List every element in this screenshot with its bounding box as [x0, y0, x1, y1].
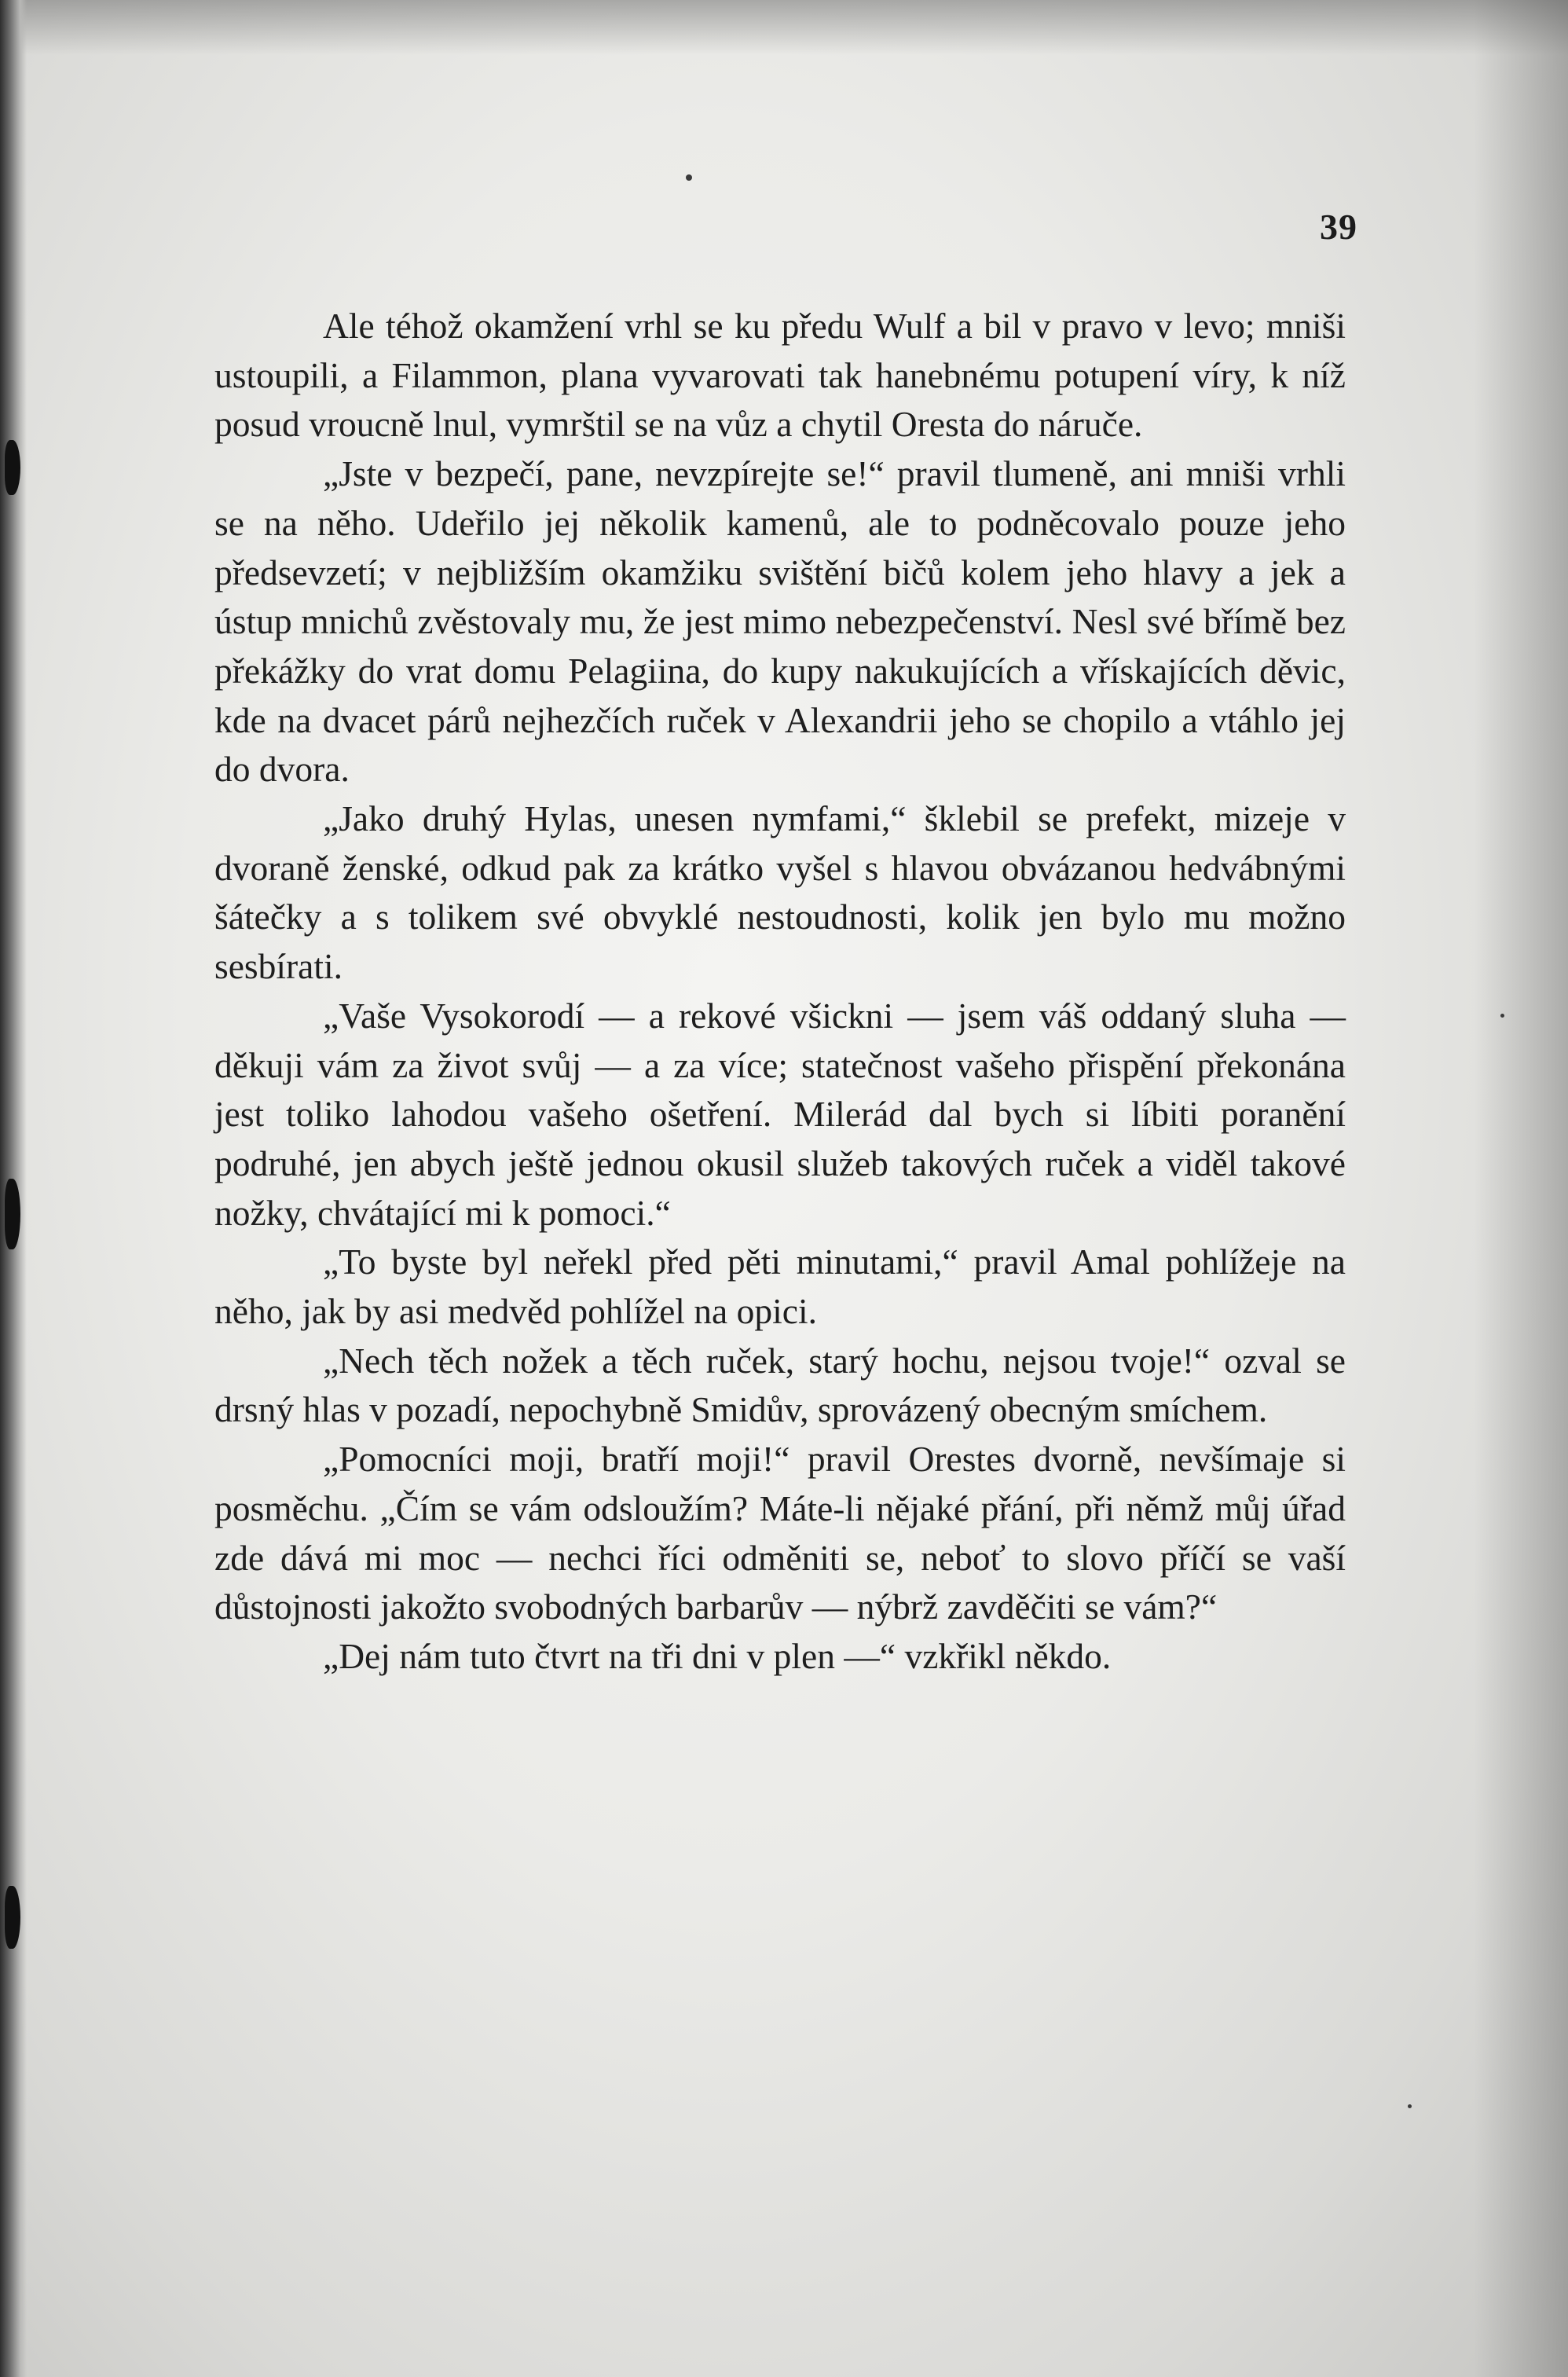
paragraph: „Vaše Vysokorodí — a rekové všickni — jsem váš oddaný sluha — děkuji vám za život svůj — a za více; statečnost vašeho přispění překonána jest toliko lahodou vašeho ošetření. Milerád dal bych si líbiti poranění podruhé, jen abych ještě jednou okusil služeb takových ruček a viděl takové nožky, chvátající mi k pomoci.“: [214, 995, 1346, 1233]
paragraph: „Dej nám tuto čtvrt na tři dni v plen —“ vzkřikl někdo.: [323, 1635, 1112, 1676]
body-text: [214, 302, 1346, 1682]
binding-mark: [5, 1886, 20, 1949]
print-speck: [1408, 2104, 1412, 2108]
paragraph: „Jste v bezpečí, pane, nevzpírejte se!“ pravil tlumeně, ani mniši vrhli se na něho. Udeřilo jej několik kamenů, ale to podněcovalo pouze jeho předsevzetí; v nejbližším okamžiku svištění bičů kolem jeho hlavy a jek a ústup mnichů zvěstovaly mu, že jest mimo nebezpečenství. Nesl své břímě bez překážky do vrat domu Pelagiina, do kupy nakukujících a vřískajících děvic, kde na dvacet párů nejhezčích ruček v Alexandrii jeho se chopilo a vtáhlo jej do dvora.: [214, 453, 1346, 790]
page-number: 39: [1320, 207, 1357, 247]
top-edge-shadow: [0, 0, 1568, 55]
paragraph: „Pomocníci moji, bratří moji!“ pravil Orestes dvorně, nevšímaje si posměchu. „Čím se vám odsloužím? Máte-li nějaké přání, při němž můj úřad zde dává mi moc — nechci říci odměniti se, neboť to slovo příčí se vaší důstojnosti jakožto svobodných barbarův — nýbrž zavděčiti se vám?“: [214, 1439, 1346, 1627]
binding-mark: [5, 440, 20, 495]
paragraph: Ale téhož okamžení vrhl se ku předu Wulf a bil v pravo v levo; mniši ustoupili, a Filammon, plana vyvarovati tak hanebnému potupení víry, k níž posud vroucně lnul, vymrštil se na vůz a chytil Oresta do náruče.: [214, 306, 1346, 445]
binding-mark: [5, 1179, 20, 1249]
print-speck: [686, 174, 692, 181]
paragraph: „Nech těch nožek a těch ruček, starý hochu, nejsou tvoje!“ ozval se drsný hlas v pozadí, nepochybně Smidův, sprovázený obecným smíchem.: [214, 1340, 1346, 1430]
paragraph: „To byste byl neřekl před pěti minutami,“ pravil Amal pohlížeje na něho, jak by asi medvěd pohlížel na opici.: [214, 1242, 1346, 1332]
paragraph: „Jako druhý Hylas, unesen nymfami,“ šklebil se prefekt, mizeje v dvoraně ženské, odkud pak za krátko vyšel s hlavou obvázanou hedvábnými šátečky a s tolikem své obvyklé nestoudnosti, kolik jen bylo mu možno sesbírati.: [214, 798, 1346, 987]
print-speck: [1500, 1014, 1504, 1018]
right-edge-shadow: [1474, 0, 1568, 2377]
